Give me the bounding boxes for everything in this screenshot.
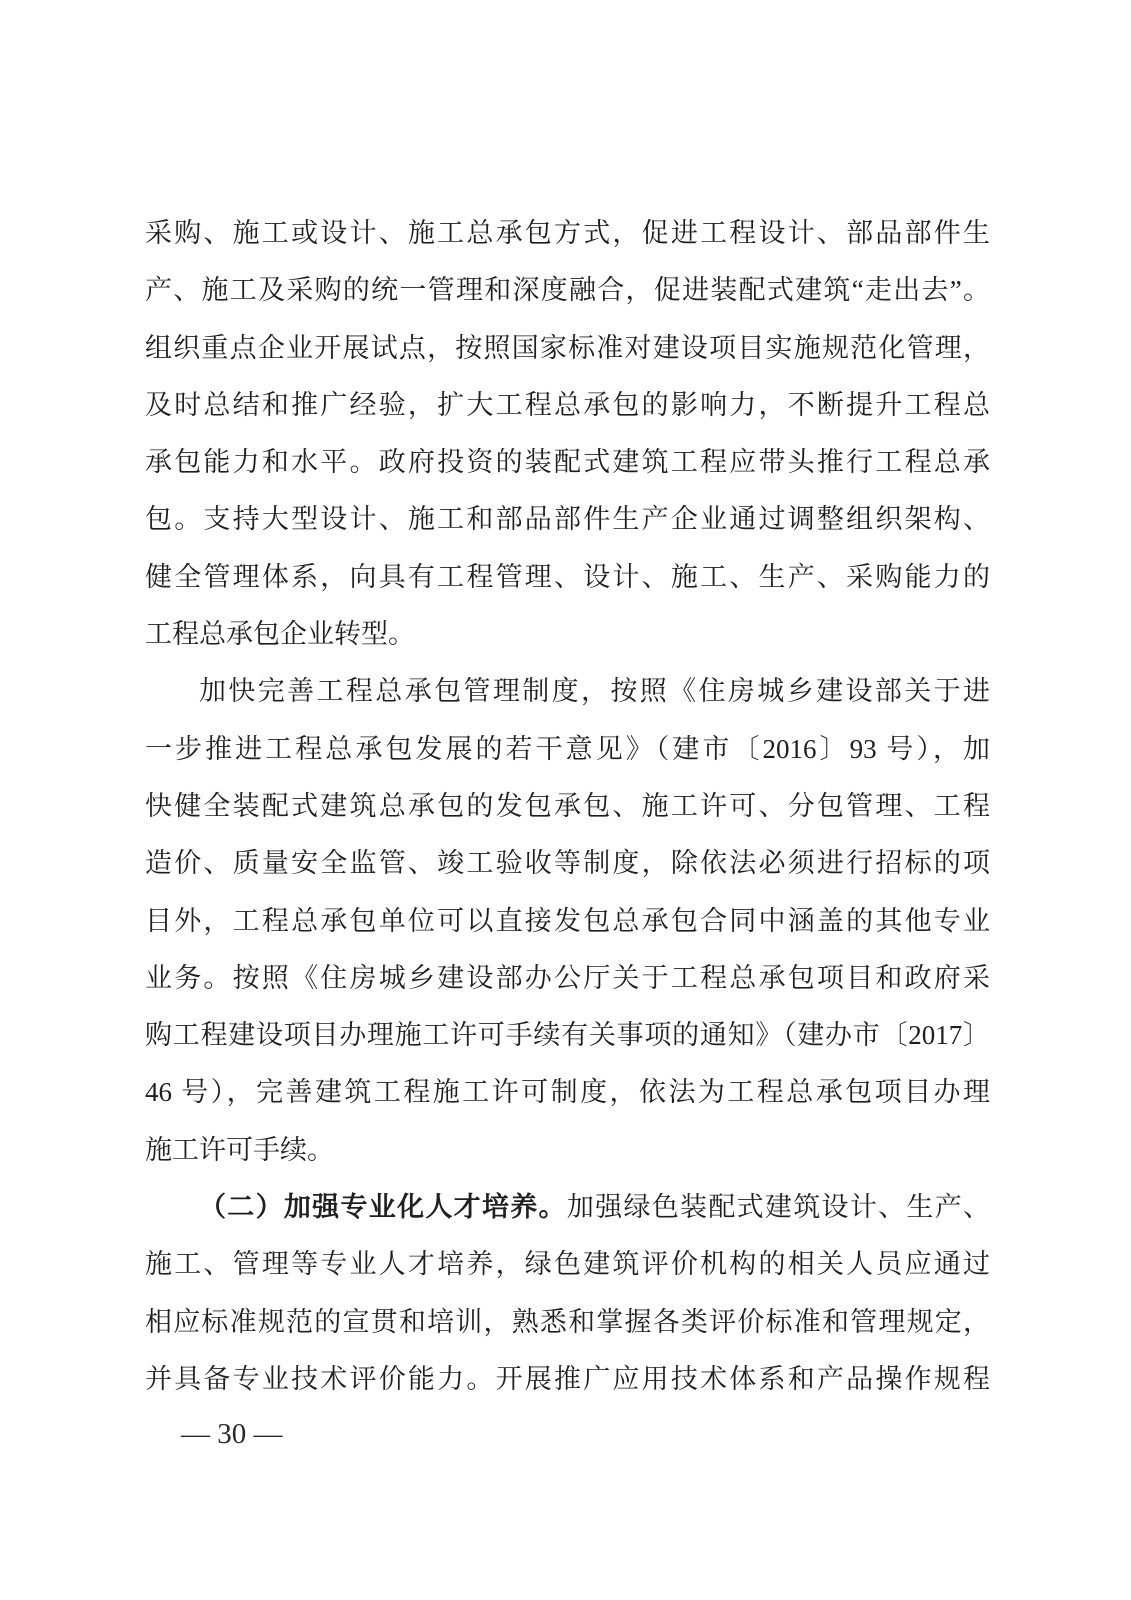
text-line (145, 434, 990, 491)
line-text: 包。支持大型设计、施工和部品部件生产企业通过调整组织架构、 (145, 504, 990, 535)
text-line (145, 1351, 990, 1408)
text-line (145, 1294, 990, 1351)
text-line (145, 606, 990, 663)
line-text: 并具备专业技术评价能力。开展推广应用技术体系和产品操作规程 (145, 1363, 990, 1394)
line-text: 目外，工程总承包单位可以直接发包总承包合同中涵盖的其他专业 (145, 905, 990, 936)
text-line (145, 1179, 990, 1236)
text-line (145, 778, 990, 835)
line-text: 快健全装配式建筑总承包的发包承包、施工许可、分包管理、工程 (145, 790, 990, 821)
text-line (145, 1236, 990, 1293)
text-line (145, 320, 990, 377)
line-text: 采购、施工或设计、施工总承包方式，促进工程设计、部品部件生 (145, 218, 990, 248)
line-text: 健全管理体系，向具有工程管理、设计、施工、生产、采购能力的 (145, 561, 990, 592)
line-text: 造价、质量安全监管、竣工验收等制度，除依法必须进行招标的项 (145, 848, 990, 879)
line-text: 一步推进工程总承包发展的若干意见》（建市〔2016〕93 号），加 (145, 733, 990, 764)
section-heading: （二）加强专业化人才培养。 (199, 1192, 567, 1223)
line-text: 购工程建设项目办理施工许可手续有关事项的通知》（建办市〔2017〕 (145, 1020, 990, 1051)
text-line (145, 663, 990, 720)
document-body (145, 205, 990, 1408)
text-line (145, 205, 990, 262)
text-line (145, 893, 990, 950)
text-line (145, 721, 990, 778)
line-text: 施工许可手续。 (145, 1134, 334, 1165)
line-text: 相应标准规范的宣贯和培训，熟悉和掌握各类评价标准和管理规定， (145, 1306, 990, 1337)
text-line (145, 549, 990, 606)
line-text: 业务。按照《住房城乡建设部办公厅关于工程总承包项目和政府采 (145, 962, 990, 993)
line-text: 施工、管理等专业人才培养，绿色建筑评价机构的相关人员应通过 (145, 1249, 990, 1280)
text-line (145, 950, 990, 1007)
line-text: 产、施工及采购的统一管理和深度融合，促进装配式建筑“走出去”。 (145, 275, 990, 306)
line-text: 组织重点企业开展试点，按照国家标准对建设项目实施规范化管理， (145, 332, 990, 363)
text-line (145, 262, 990, 319)
text-line (145, 377, 990, 434)
line-text: 加快完善工程总承包管理制度，按照《住房城乡建设部关于进 (199, 676, 990, 707)
page-number: — 30 — (181, 1418, 283, 1450)
line-text: 加强绿色装配式建筑设计、生产、 (566, 1192, 990, 1223)
page-footer (181, 1412, 283, 1456)
line-text: 及时总结和推广经验，扩大工程总承包的影响力，不断提升工程总 (145, 389, 990, 420)
text-line (145, 1122, 990, 1179)
text-line (145, 491, 990, 548)
line-text: 工程总承包企业转型。 (145, 619, 415, 650)
line-text: 承包能力和水平。政府投资的装配式建筑工程应带头推行工程总承 (145, 447, 990, 478)
line-text: 46 号），完善建筑工程施工许可制度，依法为工程总承包项目办理 (145, 1077, 990, 1108)
text-line (145, 835, 990, 892)
text-line (145, 1007, 990, 1064)
text-line (145, 1064, 990, 1121)
